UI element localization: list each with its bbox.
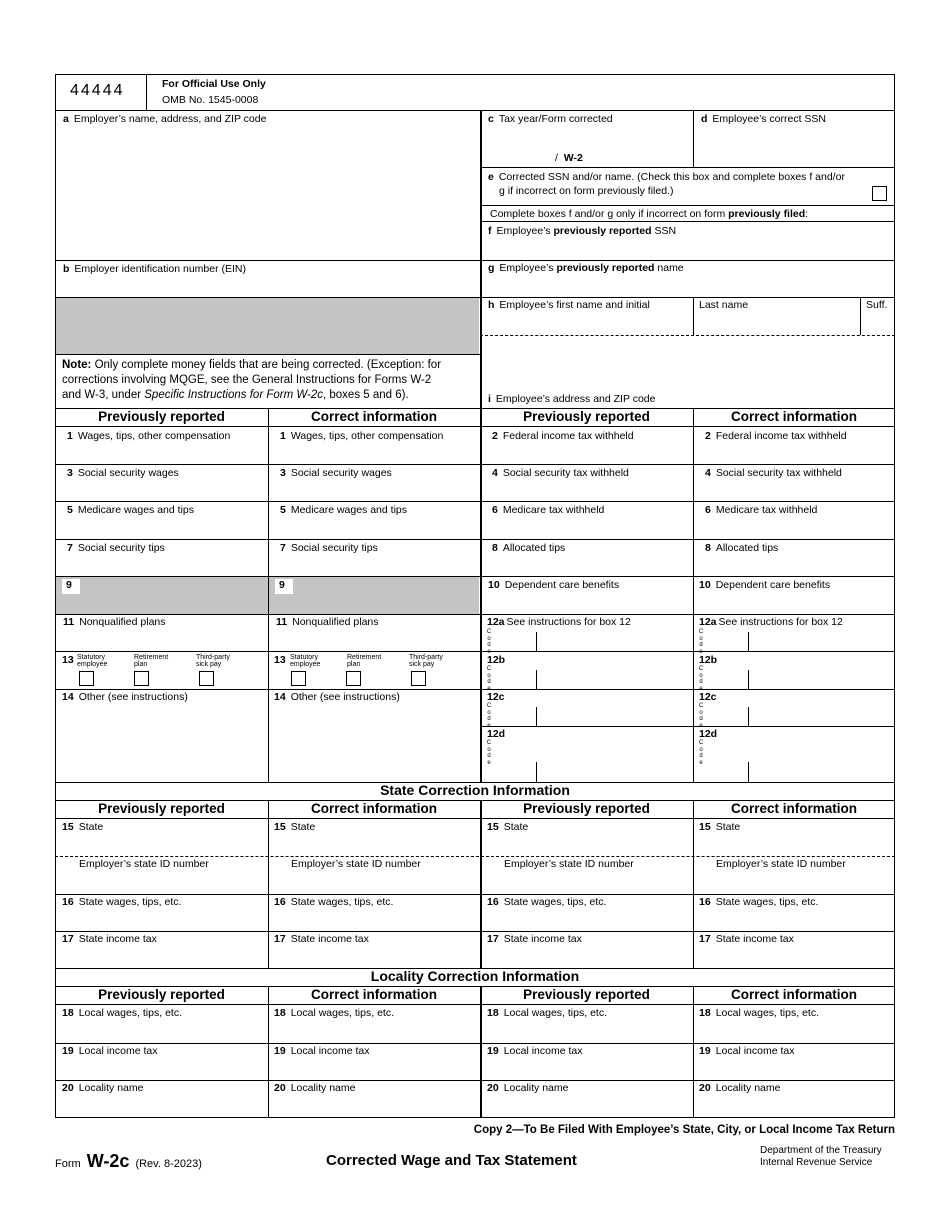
dashed-divider xyxy=(480,335,895,336)
box-20-corr: 20 Locality name xyxy=(274,1082,356,1094)
box-e-label: e Corrected SSN and/or name. (Check this box and complete boxes f and/or g if incorrect on form previously filed.) xyxy=(488,171,845,197)
box-18-corr: 18 Local wages, tips, etc. xyxy=(274,1007,394,1019)
header-previously-reported: Previously reported xyxy=(98,409,225,424)
box-9-shaded xyxy=(56,577,268,614)
divider xyxy=(748,707,749,726)
box-8-corr: 8 Allocated tips xyxy=(705,542,779,554)
suffix-label: Suff. xyxy=(866,299,888,311)
box-12c-prev: 12c xyxy=(487,691,505,703)
box-16-prev: 16 State wages, tips, etc. xyxy=(62,896,182,908)
divider xyxy=(693,800,694,968)
employer-name-field[interactable] xyxy=(56,126,479,259)
correct-ssn-field[interactable] xyxy=(700,128,890,164)
box-3-corr: 3 Social security wages xyxy=(280,467,392,479)
divider xyxy=(55,539,895,540)
box-12a-prev: 12a See instructions for box 12 xyxy=(487,616,631,628)
divider xyxy=(480,167,895,168)
header-previously-reported: Previously reported xyxy=(98,987,225,1002)
box-9-prev: 9 xyxy=(62,579,80,594)
box-17-prev: 17 State income tax xyxy=(62,933,157,945)
locality-section-title: Locality Correction Information xyxy=(370,968,580,984)
complete-instructions: Complete boxes f and/or g only if incorrect on form previously filed: xyxy=(490,208,809,220)
divider xyxy=(536,762,537,782)
dashed-divider xyxy=(55,856,895,857)
divider xyxy=(55,931,895,932)
box-18-prev: 18 Local wages, tips, etc. xyxy=(487,1007,607,1019)
divider xyxy=(536,707,537,726)
state-id-label: Employer’s state ID number xyxy=(504,858,634,870)
header-correct-information: Correct information xyxy=(730,409,857,424)
form-corrected: / W-2 xyxy=(555,152,583,164)
box-6-prev: 6 Medicare tax withheld xyxy=(492,504,605,516)
divider xyxy=(55,818,895,819)
divider xyxy=(480,205,895,206)
box-18-corr: 18 Local wages, tips, etc. xyxy=(699,1007,819,1019)
third-party-sick-pay-checkbox[interactable] xyxy=(199,671,214,686)
divider xyxy=(693,986,694,1118)
box-6-corr: 6 Medicare tax withheld xyxy=(705,504,818,516)
header-correct-information: Correct information xyxy=(310,987,437,1002)
box-h-label: h Employee’s first name and initial xyxy=(488,299,650,311)
code-label: C o d e xyxy=(698,703,704,729)
box-19-prev: 19 Local income tax xyxy=(487,1045,583,1057)
box-7-corr: 7 Social security tips xyxy=(280,542,378,554)
divider xyxy=(55,894,895,895)
box-16-prev: 16 State wages, tips, etc. xyxy=(487,896,607,908)
divider xyxy=(55,1043,895,1044)
form-label: Form W-2c (Rev. 8-2023) xyxy=(55,1151,202,1171)
box-9-corr: 9 xyxy=(275,579,293,594)
divider xyxy=(480,110,482,408)
box-20-prev: 20 Locality name xyxy=(62,1082,144,1094)
divider xyxy=(55,110,895,111)
divider xyxy=(860,297,861,335)
header-correct-information: Correct information xyxy=(730,801,857,816)
box-7-prev: 7 Social security tips xyxy=(67,542,165,554)
tax-year-field[interactable] xyxy=(490,150,550,164)
statutory-employee-checkbox[interactable] xyxy=(291,671,306,686)
divider xyxy=(55,464,895,465)
box-17-corr: 17 State income tax xyxy=(699,933,794,945)
last-name-field[interactable] xyxy=(697,313,857,333)
box-i-label: i Employee’s address and ZIP code xyxy=(488,393,656,405)
third-party-label: Third-party sick pay xyxy=(196,654,230,668)
code-label: C o d e xyxy=(486,740,492,766)
divider xyxy=(55,354,480,355)
code-label: C o d e xyxy=(486,666,492,692)
box-19-corr: 19 Local income tax xyxy=(274,1045,370,1057)
box-2-corr: 2 Federal income tax withheld xyxy=(705,430,847,442)
divider xyxy=(268,986,269,1118)
box-f-label: f Employee’s previously reported SSN xyxy=(488,225,677,237)
box-19-prev: 19 Local income tax xyxy=(62,1045,158,1057)
divider xyxy=(693,297,694,335)
code-label: C o d e xyxy=(698,740,704,766)
divider xyxy=(748,632,749,651)
official-use-label: For Official Use Only xyxy=(162,78,266,90)
box-12d-prev: 12d xyxy=(487,728,506,740)
last-name-label: Last name xyxy=(699,299,749,311)
retirement-label: Retirement plan xyxy=(134,654,169,668)
divider xyxy=(55,614,895,615)
box-13-prev: 13 xyxy=(62,654,74,666)
box-12b-prev: 12b xyxy=(487,654,506,666)
shaded-area xyxy=(56,298,479,354)
box-17-corr: 17 State income tax xyxy=(274,933,369,945)
previous-ssn-field[interactable] xyxy=(486,238,891,258)
divider xyxy=(480,297,895,298)
divider xyxy=(480,986,482,1118)
agency-label: Department of the Treasury Internal Revenue Service xyxy=(760,1145,882,1168)
statutory-label: Statutory employee xyxy=(290,654,321,668)
ein-field[interactable] xyxy=(56,276,479,297)
box-18-prev: 18 Local wages, tips, etc. xyxy=(62,1007,182,1019)
copy-label: Copy 2—To Be Filed With Employee’s State, City, or Local Income Tax Return xyxy=(473,1124,895,1136)
divider xyxy=(268,800,269,968)
box-11-prev: 11 Nonqualified plans xyxy=(63,616,166,628)
header-correct-information: Correct information xyxy=(310,409,437,424)
box-4-prev: 4 Social security tax withheld xyxy=(492,467,629,479)
box-13-corr: 13 xyxy=(274,654,286,666)
divider xyxy=(480,800,482,968)
box-g-label: g Employee’s previously reported name xyxy=(488,262,684,274)
header-previously-reported: Previously reported xyxy=(98,801,225,816)
third-party-label: Third-party sick pay xyxy=(409,654,443,668)
divider xyxy=(480,260,895,261)
box-17-prev: 17 State income tax xyxy=(487,933,582,945)
previous-name-field[interactable] xyxy=(486,276,891,296)
divider xyxy=(748,670,749,689)
box-1-prev: 1 Wages, tips, other compensation xyxy=(67,430,231,442)
box-15-prev: 15 State xyxy=(487,821,529,833)
divider xyxy=(55,689,895,690)
first-name-field[interactable] xyxy=(486,313,690,333)
code-label: C o d e xyxy=(486,629,492,655)
divider xyxy=(55,1080,895,1081)
box-19-corr: 19 Local income tax xyxy=(699,1045,795,1057)
box-5-corr: 5 Medicare wages and tips xyxy=(280,504,407,516)
box-10-prev: 10 Dependent care benefits xyxy=(488,579,620,591)
header-previously-reported: Previously reported xyxy=(523,801,650,816)
box-15-corr: 15 State xyxy=(274,821,316,833)
form-id: 44444 xyxy=(70,82,125,99)
retirement-plan-checkbox[interactable] xyxy=(346,671,361,686)
divider xyxy=(55,651,895,652)
box-15-prev: 15 State xyxy=(62,821,104,833)
box-9-shaded xyxy=(269,577,479,614)
box-12b-corr: 12b xyxy=(699,654,718,666)
box-4-corr: 4 Social security tax withheld xyxy=(705,467,842,479)
box-1-corr: 1 Wages, tips, other compensation xyxy=(280,430,444,442)
divider xyxy=(55,426,895,427)
box-8-prev: 8 Allocated tips xyxy=(492,542,566,554)
statutory-employee-checkbox[interactable] xyxy=(79,671,94,686)
suffix-field[interactable] xyxy=(863,313,891,333)
box-11-corr: 11 Nonqualified plans xyxy=(276,616,379,628)
box-14-prev: 14 Other (see instructions) xyxy=(62,691,188,703)
header-correct-information: Correct information xyxy=(310,801,437,816)
box-20-prev: 20 Locality name xyxy=(487,1082,569,1094)
box-a-label: a Employer’s name, address, and ZIP code xyxy=(63,113,267,125)
code-label: C o d e xyxy=(486,703,492,729)
divider xyxy=(480,726,895,727)
form-title: Corrected Wage and Tax Statement xyxy=(326,1152,577,1169)
state-section-title: State Correction Information xyxy=(380,782,570,798)
box-c-label: c Tax year/Form corrected xyxy=(488,113,613,125)
box-16-corr: 16 State wages, tips, etc. xyxy=(274,896,394,908)
code-label: C o d e xyxy=(698,629,704,655)
box-b-label: b Employer identification number (EIN) xyxy=(63,263,246,275)
divider xyxy=(55,1004,895,1005)
omb-number: OMB No. 1545-0008 xyxy=(162,94,259,106)
divider xyxy=(55,260,480,261)
retirement-plan-checkbox[interactable] xyxy=(134,671,149,686)
box-12c-corr: 12c xyxy=(699,691,717,703)
box-2-prev: 2 Federal income tax withheld xyxy=(492,430,634,442)
state-id-label: Employer’s state ID number xyxy=(291,858,421,870)
address-field[interactable] xyxy=(486,340,891,390)
divider xyxy=(480,221,895,222)
header-previously-reported: Previously reported xyxy=(523,409,650,424)
note-text: Note: Only complete money fields that are being corrected. (Exception: for corrections involving MQGE, see the General Instructions for Forms W-2 and W-3, under Specific Instructions for Form W-2c, boxes 5 and 6). xyxy=(62,359,442,401)
state-id-label: Employer’s state ID number xyxy=(716,858,846,870)
box-14-corr: 14 Other (see instructions) xyxy=(274,691,400,703)
header-correct-information: Correct information xyxy=(730,987,857,1002)
box-d-label: d Employee’s correct SSN xyxy=(701,113,827,125)
box-3-prev: 3 Social security wages xyxy=(67,467,179,479)
code-label: C o d e xyxy=(698,666,704,692)
retirement-label: Retirement plan xyxy=(347,654,382,668)
box-12d-corr: 12d xyxy=(699,728,718,740)
divider xyxy=(693,110,694,167)
corrected-ssn-checkbox[interactable] xyxy=(872,186,887,201)
divider xyxy=(748,762,749,782)
box-16-corr: 16 State wages, tips, etc. xyxy=(699,896,819,908)
divider xyxy=(536,670,537,689)
box-20-corr: 20 Locality name xyxy=(699,1082,781,1094)
divider xyxy=(55,501,895,502)
state-id-label: Employer’s state ID number xyxy=(79,858,209,870)
box-5-prev: 5 Medicare wages and tips xyxy=(67,504,194,516)
divider xyxy=(146,74,147,111)
statutory-label: Statutory employee xyxy=(77,654,108,668)
box-15-corr: 15 State xyxy=(699,821,741,833)
box-12a-corr: 12a See instructions for box 12 xyxy=(699,616,843,628)
divider xyxy=(536,632,537,651)
third-party-sick-pay-checkbox[interactable] xyxy=(411,671,426,686)
box-10-corr: 10 Dependent care benefits xyxy=(699,579,831,591)
header-previously-reported: Previously reported xyxy=(523,987,650,1002)
